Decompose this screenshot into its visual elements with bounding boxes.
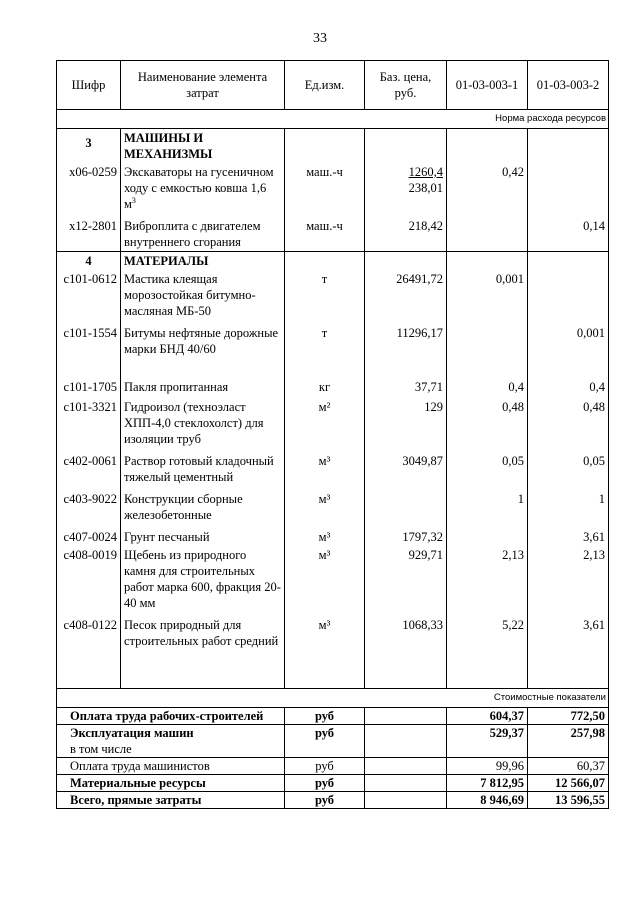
total-label: Оплата труда рабочих-строителей	[57, 707, 285, 724]
row-value-1: 0,42	[447, 163, 528, 213]
total-value-1: 8 946,69	[447, 791, 528, 808]
row-value-1: 5,22	[447, 612, 528, 688]
total-unit: руб	[285, 707, 365, 724]
row-price: 3049,87	[365, 448, 447, 486]
total-value-1: 7 812,95	[447, 774, 528, 791]
total-label: Материальные ресурсы	[57, 774, 285, 791]
row-name: Мастика клеящая морозостойкая битумно-масляная МБ-50	[121, 270, 285, 320]
total-unit: руб	[285, 791, 365, 808]
row-name: Гидроизол (техноэласт ХПП-4,0 стеклохолст) для изоляции труб	[121, 396, 285, 448]
row-price: 1797,32	[365, 524, 447, 546]
norms-subheader: Норма расхода ресурсов	[57, 110, 609, 129]
table-header-row	[57, 61, 609, 110]
row-value-2	[528, 270, 609, 320]
row-unit: т	[285, 270, 365, 320]
row-price: 929,71	[365, 546, 447, 612]
costs-subheader-row	[57, 688, 609, 707]
row-value-1	[447, 213, 528, 252]
row-value-2: 0,14	[528, 213, 609, 252]
row-code: с101-1705	[57, 374, 121, 396]
row-unit: м²	[285, 396, 365, 448]
total-row	[57, 791, 609, 808]
row-value-1: 0,001	[447, 270, 528, 320]
total-label: Всего, прямые затраты	[57, 791, 285, 808]
row-price: 218,42	[365, 213, 447, 252]
row-unit: м³	[285, 546, 365, 612]
row-name: Конструкции сборные железобетонные	[121, 486, 285, 524]
table-row	[57, 612, 609, 688]
row-value-2	[528, 163, 609, 213]
row-price: 26491,72	[365, 270, 447, 320]
costs-subheader: Стоимостные показатели	[57, 688, 609, 707]
row-code: с101-1554	[57, 320, 121, 374]
total-value-1	[447, 741, 528, 758]
row-price: 11296,17	[365, 320, 447, 374]
row-unit: кг	[285, 374, 365, 396]
row-value-1	[447, 524, 528, 546]
table-row	[57, 374, 609, 396]
section-title: МАТЕРИАЛЫ	[121, 252, 285, 271]
table-row	[57, 213, 609, 252]
header-code: Шифр	[57, 61, 121, 110]
row-price: 37,71	[365, 374, 447, 396]
total-unit: руб	[285, 774, 365, 791]
row-name: Виброплита с двигателем внутреннего сгорания	[121, 213, 285, 252]
total-unit: руб	[285, 724, 365, 741]
row-code: с407-0024	[57, 524, 121, 546]
header-col1: 01-03-003-1	[447, 61, 528, 110]
total-value-2: 772,50	[528, 707, 609, 724]
row-code: х12-2801	[57, 213, 121, 252]
row-unit: м³	[285, 524, 365, 546]
header-price: Баз. цена, руб.	[365, 61, 447, 110]
section-machines-row	[57, 129, 609, 164]
total-row	[57, 707, 609, 724]
row-value-1: 0,05	[447, 448, 528, 486]
row-value-2: 1	[528, 486, 609, 524]
table-row	[57, 270, 609, 320]
row-name: Песок природный для строительных работ средний	[121, 612, 285, 688]
row-code: х06-0259	[57, 163, 121, 213]
total-row	[57, 724, 609, 741]
row-name: Пакля пропитанная	[121, 374, 285, 396]
row-value-2: 0,4	[528, 374, 609, 396]
row-value-2: 3,61	[528, 612, 609, 688]
table-row	[57, 396, 609, 448]
row-price: 1260,4 238,01	[365, 163, 447, 213]
row-price: 129	[365, 396, 447, 448]
row-name: Экскаваторы на гусеничном ходу с емкостью ковша 1,6 $м^3$	[121, 163, 285, 213]
total-row	[57, 774, 609, 791]
row-code: с101-3321	[57, 396, 121, 448]
row-value-1: 1	[447, 486, 528, 524]
total-row	[57, 757, 609, 774]
total-unit	[285, 741, 365, 758]
row-code: с402-0061	[57, 448, 121, 486]
total-value-2: 12 566,07	[528, 774, 609, 791]
total-row	[57, 741, 609, 758]
row-value-1	[447, 320, 528, 374]
total-value-1: 529,37	[447, 724, 528, 741]
row-name: Раствор готовый кладочный тяжелый цементный	[121, 448, 285, 486]
row-name: Грунт песчаный	[121, 524, 285, 546]
page-number: 33	[313, 31, 327, 46]
row-value-2: 3,61	[528, 524, 609, 546]
row-unit: маш.-ч	[285, 163, 365, 213]
total-value-2: 257,98	[528, 724, 609, 741]
table-row	[57, 163, 609, 213]
header-name: Наименование элемента затрат	[121, 61, 285, 110]
row-price: 1068,33	[365, 612, 447, 688]
row-value-1: 0,48	[447, 396, 528, 448]
table-row	[57, 546, 609, 612]
row-value-2: 0,48	[528, 396, 609, 448]
row-code: с403-9022	[57, 486, 121, 524]
row-unit: м³	[285, 486, 365, 524]
row-price	[365, 486, 447, 524]
row-value-1: 2,13	[447, 546, 528, 612]
row-code: с101-0612	[57, 270, 121, 320]
table-row	[57, 448, 609, 486]
row-value-2: 0,05	[528, 448, 609, 486]
norms-subheader-row	[57, 110, 609, 129]
row-name: Щебень из природного камня для строительных работ марка 600, фракция 20-40 мм	[121, 546, 285, 612]
row-value-2: 0,001	[528, 320, 609, 374]
row-unit: м³	[285, 448, 365, 486]
row-code: с408-0019	[57, 546, 121, 612]
resource-table	[56, 60, 609, 809]
row-unit: т	[285, 320, 365, 374]
header-col2: 01-03-003-2	[528, 61, 609, 110]
section-materials-row	[57, 252, 609, 271]
row-unit: маш.-ч	[285, 213, 365, 252]
row-code: с408-0122	[57, 612, 121, 688]
total-unit: руб	[285, 757, 365, 774]
row-value-1: 0,4	[447, 374, 528, 396]
row-name: Битумы нефтяные дорожные марки БНД 40/60	[121, 320, 285, 374]
total-value-1: 604,37	[447, 707, 528, 724]
total-value-2	[528, 741, 609, 758]
header-unit: Ед.изм.	[285, 61, 365, 110]
table-row	[57, 320, 609, 374]
total-value-2: 60,37	[528, 757, 609, 774]
total-value-1: 99,96	[447, 757, 528, 774]
total-label: в том числе	[57, 741, 285, 758]
row-unit: м³	[285, 612, 365, 688]
total-label: Оплата труда машинистов	[57, 757, 285, 774]
table-row	[57, 524, 609, 546]
section-title: МАШИНЫ И МЕХАНИЗМЫ	[121, 129, 285, 164]
section-number: 4	[57, 252, 121, 271]
total-label: Эксплуатация машин	[57, 724, 285, 741]
section-number: 3	[57, 129, 121, 164]
table-row	[57, 486, 609, 524]
total-value-2: 13 596,55	[528, 791, 609, 808]
row-value-2: 2,13	[528, 546, 609, 612]
